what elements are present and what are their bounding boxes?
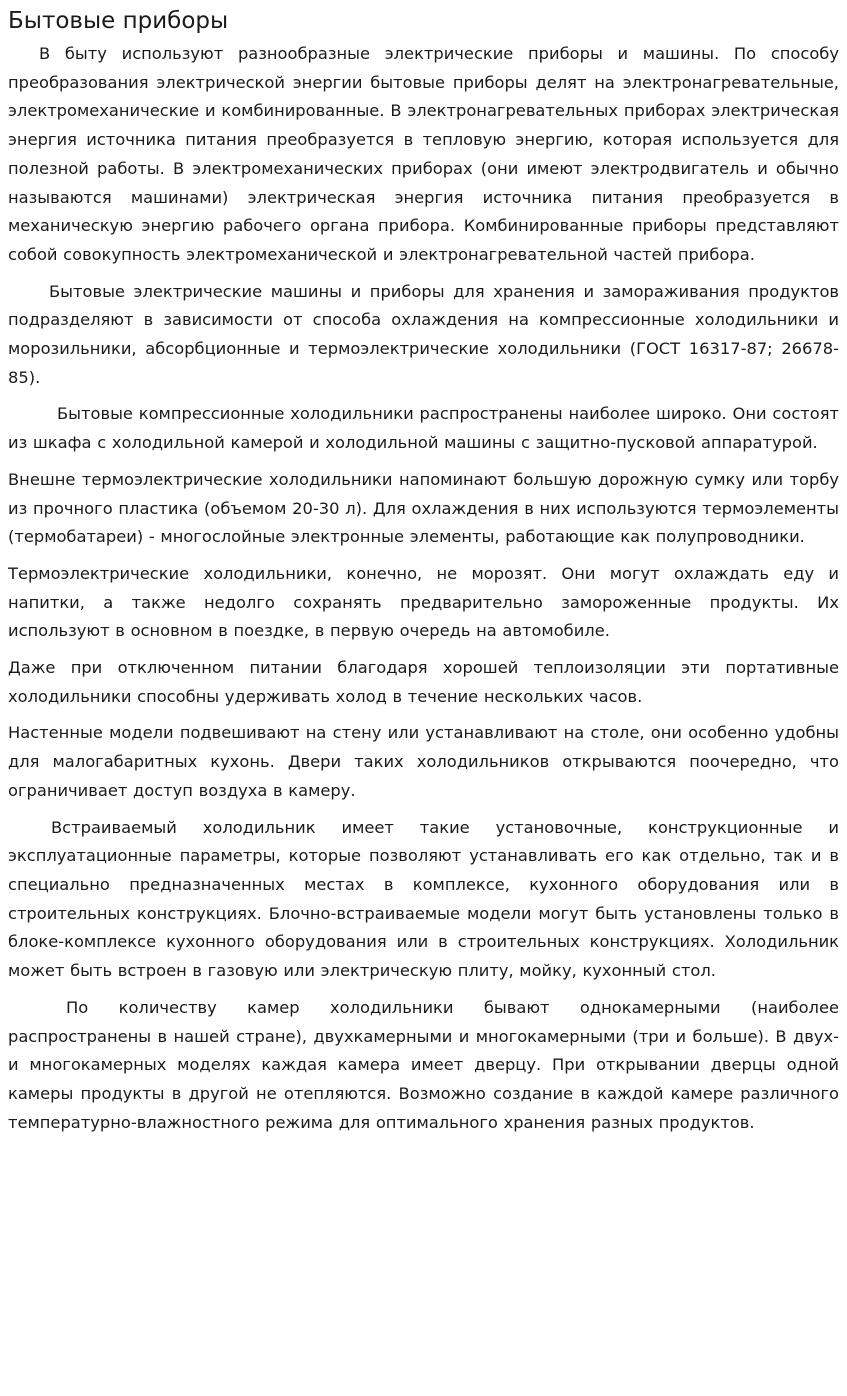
paragraph: Настенные модели подвешивают на стену или устанавливают на столе, они особенно удобны для малогабаритных кухонь. Двери таких холодильников открываются поочередно, что ограничивает доступ воздуха в камеру. <box>8 723 839 800</box>
paragraph: Термоэлектрические холодильники, конечно, не морозят. Они могут охлаждать еду и напитки, а также недолго сохранять предварительно замороженные продукты. Их используют в основном в поездке, в первую очередь на автомобиле. <box>8 563 839 641</box>
paragraph: Внешне термоэлектрические холодильники напоминают большую дорожную сумку или торбу из прочного пластика (объемом 20-30 л). Для охлаждения в них используются термоэлементы (термобатареи) - многослойные электронные элементы, работающие как полупроводники. <box>8 469 839 547</box>
paragraph: По количеству камер холодильники бывают однокамерными (наиболее распространены в нашей стране), двухкамерными и многокамерными (три и больше). В двух- и многокамерных моделях каждая камера имеет дверцу. При открывании дверцы одной камеры продукты в другой не отепляются. Возможно создание в каждой камере различного температурно-влажностного режима для оптимального хранения разных продуктов. <box>8 997 839 1132</box>
paragraph: Даже при отключенном питании благодаря хорошей теплоизоляции эти портативные холодильники способны удерживать холод в течение нескольких часов. <box>8 658 839 706</box>
document-title: Бытовые приборы <box>8 8 229 34</box>
paragraph: Бытовые компрессионные холодильники распространены наиболее широко. Они состоят из шкафа с холодильной камерой и холодильной машины с защитно-пусковой аппаратурой. <box>8 404 839 453</box>
paragraph: Бытовые электрические машины и приборы для хранения и замораживания продуктов подразделяют в зависимости от способа охлаждения на компрессионные холодильники и морозильники, абсорбционные и термоэлектрические холодильники (ГОСТ 16317-87; 26678-85). <box>8 281 839 387</box>
paragraph: В быту используют разнообразные электрические приборы и машины. По способу преобразования электрической энергии бытовые приборы делят на электронагревательные, электромеханические и комбинированные. В электронагревательных приборах электрическая энергия источника питания преобразуется в тепловую энергию, которая используется для полезной работы. В электромеханических приборах (они имеют электродвигатель и обычно называются машинами) электрическая энергия источника питания преобразуется в механическую энергию рабочего органа прибора. Комбинированные приборы представляют собой совокупность электромеханической и электронагревательной частей прибора. <box>8 44 839 264</box>
paragraph: Встраиваемый холодильник имеет такие установочные, конструкционные и эксплуатационные параметры, которые позволяют устанавливать его как отдельно, так и в специально предназначенных местах в комплексе, кухонного оборудования или в строительных конструкциях. Блочно-встраиваемые модели могут быть установлены только в блоке-комплексе кухонного оборудования или в строительных конструкциях. Холодильник может быть встроен в газовую или электрическую плиту, мойку, кухонный стол. <box>8 817 839 981</box>
